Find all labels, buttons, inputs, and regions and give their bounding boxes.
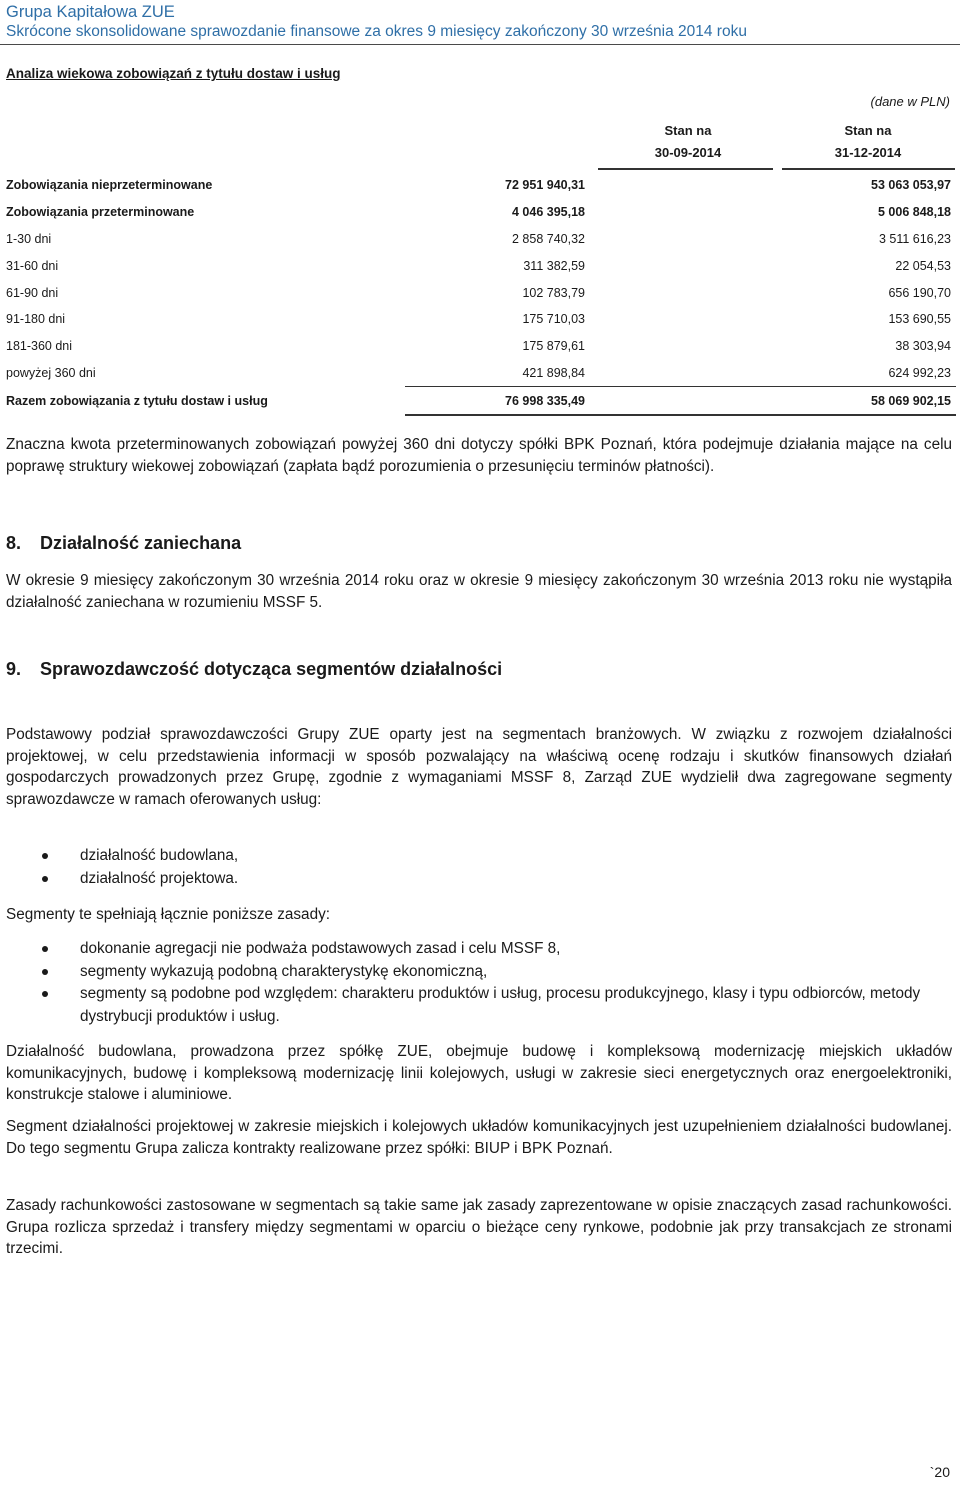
column-header-31-12-2014: Stan na 31-12-2014 (834, 123, 902, 160)
list-item: dokonanie agregacji nie podważa podstawowych zasad i celu MSSF 8, (6, 938, 952, 961)
value-30-09-2014: 2 858 740,32 (512, 231, 585, 246)
page-number: `20 (929, 1464, 950, 1480)
row-label: powyżej 360 dni (6, 366, 96, 381)
value-30-09-2014: 102 783,79 (522, 285, 585, 300)
value-30-09-2014: 72 951 940,31 (505, 178, 585, 193)
table-row (0, 199, 956, 226)
value-31-12-2014: 624 992,23 (888, 365, 951, 380)
value-30-09-2014: 311 382,59 (523, 258, 585, 273)
row-label: 181-360 dni (6, 339, 73, 354)
header-divider (0, 44, 960, 45)
bullet-icon (42, 991, 48, 997)
section-9-intro: Podstawowy podział sprawozdawczości Grupy ZUE oparty jest na segmentach branżowych. W związku z rozwojem działalności projektowej, w celu przedstawienia informacji w sposób pozwalający na właściwą ocenę rodzaju i skutków finansowych działań gospodarczych prowadzonych przez Grupę, zgodnie z wymaganiami MSSF 8, Zarząd ZUE wydzielił dwa zagregowane segmenty sprawozdawcze w ramach oferowanych usług: (6, 726, 952, 808)
aging-table (0, 172, 956, 416)
row-label: Razem zobowiązania z tytułu dostaw i usług (6, 394, 268, 409)
criteria-intro: Segmenty te spełniają łącznie poniższe zasady: (6, 906, 330, 923)
value-31-12-2014: 3 511 616,23 (878, 231, 951, 246)
overdue-note: Znaczna kwota przeterminowanych zobowiązań powyżej 360 dni dotyczy spółki BPK Poznań, która podejmuje działania mające na celu poprawę struktury wiekowej zobowiązań (zapłata bądź porozumienia o przesunięciu terminów płatności). (6, 436, 952, 475)
column-header-rule (782, 168, 955, 170)
bullet-icon (42, 946, 48, 952)
construction-segment-text: Działalność budowlana, prowadzona przez spółkę ZUE, obejmuje budowę i kompleksową modernizację miejskich układów komunikacyjnych, budowę i kompleksową modernizację linii kolejowych, usługi w zakresie sieci energetycznych oraz energoelektroniki, konstrukcje stalowe i aluminiowe. (6, 1043, 952, 1103)
value-31-12-2014: 656 190,70 (888, 285, 951, 300)
value-30-09-2014: 76 998 335,49 (405, 387, 771, 415)
value-31-12-2014: 153 690,55 (888, 312, 951, 327)
section-9-heading: 9. Sprawozdawczość dotycząca segmentów działalności (6, 659, 503, 679)
value-31-12-2014: 53 063 053,97 (871, 178, 951, 193)
row-label: 91-180 dni (6, 312, 66, 327)
section-8-text: W okresie 9 miesięcy zakończonym 30 września 2014 roku oraz w okresie 9 miesięcy zakończonym 30 września 2013 roku nie wystąpiła działalność zaniechana w rozumieniu MSSF 5. (6, 572, 952, 611)
value-30-09-2014: 421 898,84 (522, 365, 585, 380)
table-row (0, 306, 956, 333)
bullet-icon (42, 853, 48, 859)
value-30-09-2014: 175 710,03 (522, 312, 585, 327)
report-subtitle: Skrócone skonsolidowane sprawozdanie finansowe za okres 9 miesięcy zakończony 30 września 2014 roku (6, 23, 747, 40)
table-row (0, 360, 956, 387)
value-30-09-2014: 175 879,61 (522, 339, 585, 354)
list-item: segmenty wykazują podobną charakterystykę ekonomiczną, (6, 961, 952, 984)
list-item: segmenty są podobne pod względem: charakteru produktów i usług, procesu produkcyjnego, klasy i typu odbiorców, metody dystrybucji produktów i usług. (6, 983, 952, 1028)
design-segment-text: Segment działalności projektowej w zakresie miejskich i kolejowych układów komunikacyjnych jest uzupełnieniem działalności budowlanej. Do tego segmentu Grupa zalicza kontrakty realizowane przez spółki: BIUP i BPK Poznań. (6, 1118, 952, 1157)
column-header-30-09-2014: Stan na 30-09-2014 (654, 123, 722, 160)
value-30-09-2014: 4 046 395,18 (512, 205, 585, 220)
row-label: 61-90 dni (6, 285, 59, 300)
value-31-12-2014: 38 303,94 (895, 339, 951, 354)
segments-list (6, 845, 952, 890)
list-item: działalność projektowa. (6, 868, 952, 891)
criteria-list (6, 938, 952, 1028)
row-label: Zobowiązania przeterminowane (6, 205, 195, 220)
row-label: 31-60 dni (6, 258, 59, 273)
list-item: działalność budowlana, (6, 845, 952, 868)
bullet-icon (42, 876, 48, 882)
value-31-12-2014: 5 006 848,18 (878, 205, 951, 220)
table-title: Analiza wiekowa zobowiązań z tytułu dostaw i usług (6, 66, 341, 81)
table-row (0, 252, 956, 279)
row-label: 1-30 dni (6, 231, 52, 246)
table-row (0, 226, 956, 253)
value-31-12-2014: 22 054,53 (895, 258, 951, 273)
document-header (6, 2, 747, 42)
row-label: Zobowiązania nieprzeterminowane (6, 178, 213, 193)
table-row (0, 387, 956, 415)
table-row (0, 279, 956, 306)
section-8-heading: 8. Działalność zaniechana (6, 533, 242, 553)
table-units: (dane w PLN) (870, 94, 950, 109)
column-header-rule (598, 168, 773, 170)
accounting-principles-text: Zasady rachunkowości zastosowane w segmentach są takie same jak zasady zaprezentowane w opisie znaczących zasad rachunkowości. Grupa rozlicza sprzedaż i transfery między segmentami w oparciu o bieżące ceny rynkowe, podobnie jak przy transakcjach ze stronami trzecimi. (6, 1197, 952, 1257)
value-31-12-2014: 58 069 902,15 (771, 387, 956, 415)
table-row (0, 172, 956, 199)
bullet-icon (42, 969, 48, 975)
company-name: Grupa Kapitałowa ZUE (6, 3, 175, 21)
table-row (0, 333, 956, 360)
